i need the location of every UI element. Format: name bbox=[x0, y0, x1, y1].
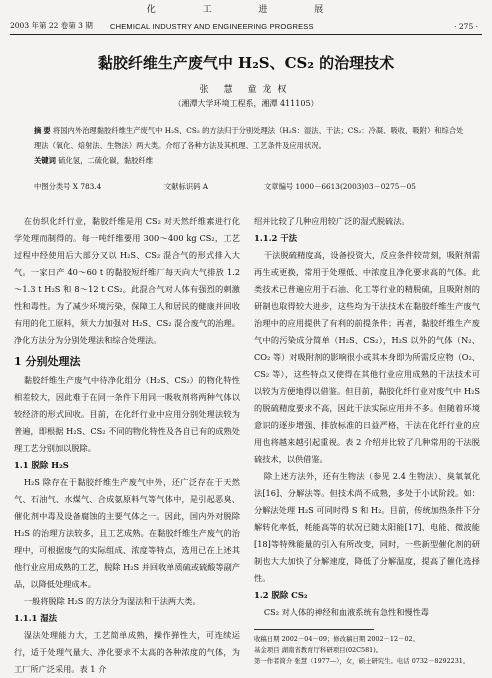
footnotes bbox=[254, 634, 480, 667]
article-number: 文章编号 1000－6613(2003)03－0275－05 bbox=[264, 182, 416, 191]
footnote-received: 收稿日期 2002－04－09；修改稿日期 2002－12－02。 bbox=[254, 635, 419, 643]
affiliation: （湘潭大学环境工程系，湘潭 411105） bbox=[173, 99, 319, 108]
journal-name: 化 工 进 展 bbox=[146, 5, 346, 15]
section-1-2-paragraph: CS₂ 对人体的神经和血液系统有急性和慢性毒 bbox=[263, 607, 429, 617]
section-1-heading: 1 分别处理法 bbox=[14, 355, 81, 368]
section-1-1-2-paragraph-2: 除上述方法外，还有生物法（参见 2.4 生物法）、臭氧氧化法[16]、分解法等。但技术尚不成熟，多处于小试阶段。如：分解法处理 H₂S 可同时得 S 和 H₂。目前，传统加热条件下分解转化率低，耗能高等的状况已随太阳能[17]、电能、微波能[18]等特殊能量的引入有所改变，同时，一些新型催化剂的研制也大大加快了分解速度，降低了分解温度，提高了催化选择性。 bbox=[254, 471, 480, 583]
authors: 张 慧 童龙权 bbox=[199, 85, 293, 95]
abstract-text: 将国内外治理黏胶纤维生产废气中 H₂S、CS₂ 的方法归于分别处理法（H₂S：湿法、干法；CS₂：冷凝、吸收、吸附）和综合处理法（氧化、焙射法、生物法）两大类。介绍了各种方法及其机理、工艺条件及应用状况。 bbox=[34, 126, 464, 150]
page-number: · 275 · bbox=[454, 22, 478, 31]
section-1-1-heading: 1.1 脱除 H₂S bbox=[14, 460, 69, 470]
issue-info: 2003 年第 22 卷第 3 期 bbox=[10, 21, 93, 30]
section-1-1-1-paragraph: 湿法处理能力大，工艺简单成熟，操作弹性大，可连续运行，适于处理气量大、净化要求不太高的各种浓度的气体，为工厂所广泛采用。表 1 介 bbox=[14, 630, 240, 674]
running-header bbox=[10, 0, 482, 35]
section-1-1-paragraph: H₂S 除存在于黏胶纤维生产废气中外，还广泛存在于天然气、石油气、水煤气、合成氨原料气等气体中，是引起恶臭、催化剂中毒及设备腐蚀的主要气体之一。因此，国内外对脱除 H₂S 的治理方法较多，且工艺成熟。在黏胶纤维生产废气的治理中，可根据废气的实际组成、浓度等特点，选用已在上述其他行业应用成熟的工艺，脱除 H₂S 并回收单质硫或硫酸等副产品，以降低处理成本。 bbox=[14, 477, 240, 589]
section-1-1-paragraph-2: 一般将脱除 H₂S 的方法分为湿法和干法两大类。 bbox=[23, 596, 201, 606]
section-1-1-2-paragraph: 干法脱硫精度高，设备投资大，反应条件较苛刻，吸附剂需再生或更换，常用于处理低、中浓度且净化要求高的气体。此类技术已普遍应用于石油、化工等行业的精脱硫，且吸附剂的研制也取得较大进步，这些均为干法技术在黏胶纤维生产废气治理中的应用提供了有利的前提条件；再者，黏胶纤维生产废气中的污染成分简单（H₂S、CS₂），H₂S 以外的气体（N₂、CO₂ 等）对吸附剂的影响很小或其本身即为所需反应物（O₂、CS₂ 等），这些特点又使得在其他行业应用成熟的干法技术可以较为方便地得以借鉴。但目前，黏胶化纤行业对废气中 H₂S 的脱硫精度要求不高，因此干法实际应用并不多。但随着环境意识的逐步增强、排放标准的日益严格，干法在化纤行业的应用也将越来越引起重视。表 2 介绍并比较了几种常用的干法脱硫技术，以供借鉴。 bbox=[254, 250, 480, 464]
intro-paragraph: 在仿织化纤行业，黏胶纤维是用 CS₂ 对天然纤维素进行化学处理而制得的。每一吨纤维要用 300～400 kg CS₂，工艺过程中经使用后大部分又以 H₂S、CS₂ 混合气的形式排入大气。一家日产 40～60 t 的黏胶短纤维厂每天向大气排放 1.2～1.3 t H₂S 和 8～12 t CS₂。此混合气对人体有强烈的刺激性和毒性。为了减少环境污染，保障工人和居民的健康并回收有用的化工原料，须大力加强对 H₂S、CS₂ 混合废气的治理。净化方法分为分别处理法和综合处理法。 bbox=[14, 216, 240, 345]
abstract bbox=[34, 123, 466, 168]
article-title: 黏胶纤维生产废气中 H₂S、CS₂ 的治理技术 bbox=[97, 54, 395, 72]
continued-paragraph: 绍并比较了几种应用较广泛的湿式脱硫法。 bbox=[254, 216, 410, 226]
section-1-1-2-heading: 1.1.2 干法 bbox=[254, 233, 297, 243]
document-code: 文献标识码 A bbox=[164, 182, 209, 191]
keywords-text: 硫化氢，二硫化碳，黏胶纤维 bbox=[58, 156, 154, 165]
left-column bbox=[14, 213, 240, 678]
footnote-author: 第一作者简介 张慧（1977—），女，硕士研究生。电话 0732－8292231。 bbox=[254, 657, 470, 665]
keywords-label: 关键词 bbox=[34, 156, 56, 165]
right-column bbox=[254, 213, 480, 667]
journal-english-name: CHEMICAL INDUSTRY AND ENGINEERING PROGRESS bbox=[110, 22, 314, 31]
footnote-fund: 基金项目 湖南省教育厅科研项目(02C581)。 bbox=[254, 646, 383, 654]
section-1-2-heading: 1.2 脱除 CS₂ bbox=[254, 590, 308, 600]
abstract-label: 摘 要 bbox=[34, 126, 51, 135]
section-1-1-1-heading: 1.1.1 湿法 bbox=[14, 613, 57, 623]
section-1-paragraph: 黏胶纤维生产废气中待净化组分（H₂S、CS₂）的物化特性相差较大，因此难于在同一条件下用同一吸收剂将两种气体以较经济的形式回收。目前，在化纤行业中应用分别处理法较为普遍，即根据 H₂S、CS₂ 不同的物化特性及各自已有的成熟处理工艺分别加以脱除。 bbox=[14, 375, 240, 453]
footnote-divider bbox=[254, 629, 374, 630]
clc-number: 中图分类号 X 783.4 bbox=[34, 182, 102, 191]
